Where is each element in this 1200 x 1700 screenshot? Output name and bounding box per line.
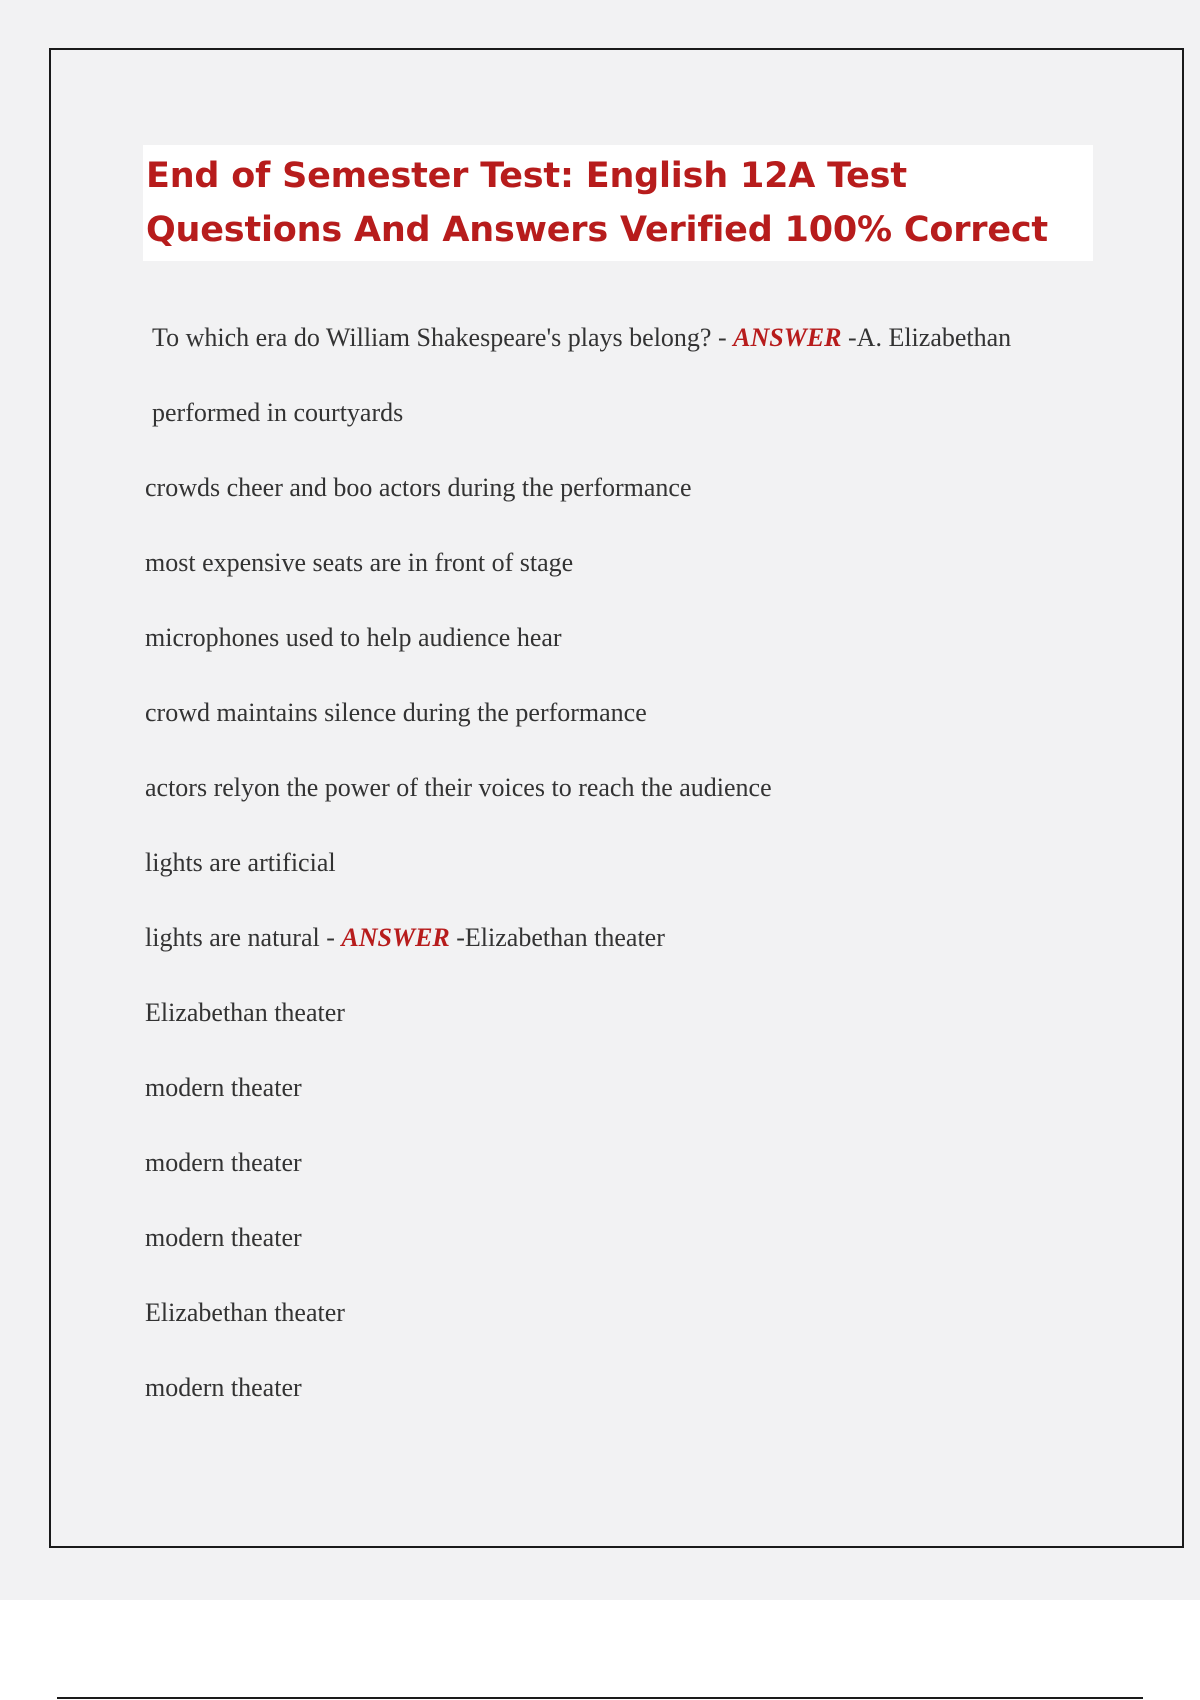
list-item: Elizabethan theater [145, 1298, 345, 1327]
list-item: crowd maintains silence during the performance [145, 698, 647, 727]
list-item: Elizabethan theater [145, 998, 345, 1027]
list-item: actors relyon the power of their voices to reach the audience [145, 773, 772, 802]
list-item: microphones used to help audience hear [145, 623, 562, 652]
question-text: lights are natural - [145, 923, 342, 952]
question-line [145, 918, 665, 958]
list-item: modern theater [145, 1373, 302, 1402]
list-item: most expensive seats are in front of stage [145, 548, 574, 577]
answer-text: -Elizabethan theater [449, 923, 665, 952]
answer-text: -A. Elizabethan [841, 323, 1012, 352]
question-text: To which era do William Shakespeare's plays belong? - [152, 323, 734, 352]
list-item: lights are artificial [145, 848, 336, 877]
document-title: End of Semester Test: English 12A Test Questions And Answers Verified 100% Correct [146, 156, 1048, 250]
page-divider [57, 1697, 1143, 1699]
answer-label: ANSWER [341, 923, 450, 952]
title-block [143, 145, 1093, 261]
list-item: modern theater [145, 1223, 302, 1252]
list-item: crowds cheer and boo actors during the performance [145, 473, 692, 502]
question-line [152, 318, 1011, 358]
list-item: modern theater [145, 1073, 302, 1102]
list-item: performed in courtyards [152, 398, 404, 427]
answer-label: ANSWER [733, 323, 842, 352]
list-item: modern theater [145, 1148, 302, 1177]
